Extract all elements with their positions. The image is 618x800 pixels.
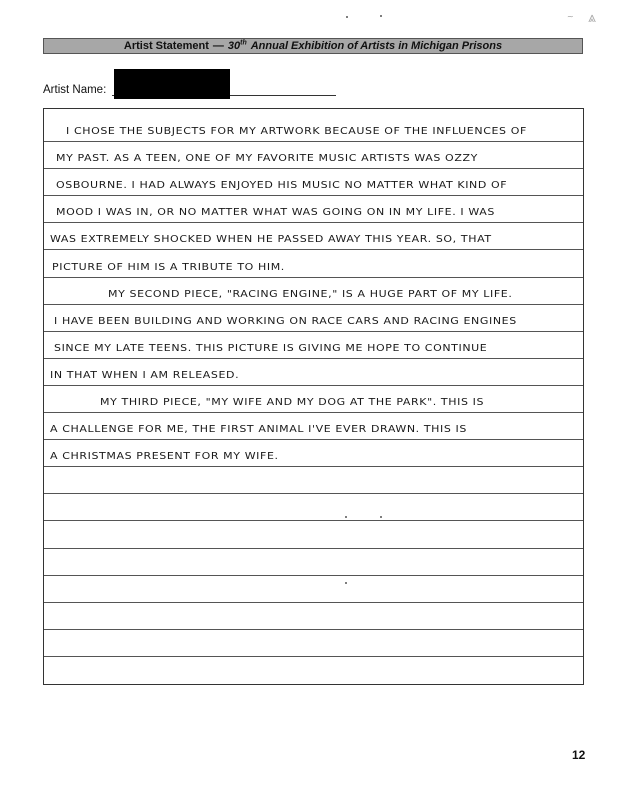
handwritten-line: I CHOSE THE SUBJECTS FOR MY ARTWORK BECAUSE OF THE INFLUENCES OF [66, 125, 527, 137]
header-band [43, 38, 583, 54]
header-title: Artist Statement [123, 40, 209, 52]
ruled-line [44, 331, 583, 332]
ruled-line [44, 466, 583, 467]
handwritten-line: WAS EXTREMELY SHOCKED WHEN HE PASSED AWAY THIS YEAR. SO, THAT [50, 233, 492, 246]
page-number: 12 [572, 748, 586, 762]
handwritten-line: IN THAT WHEN I AM RELEASED. [50, 368, 240, 381]
scan-speck [380, 15, 382, 17]
ruled-line [44, 575, 583, 576]
ruled-line [44, 277, 583, 278]
handwritten-line: MY THIRD PIECE, "MY WIFE AND MY DOG AT THE PARK". THIS IS [100, 396, 485, 408]
scan-speck [345, 582, 347, 584]
header-separator: — [212, 40, 224, 52]
handwritten-line: A CHRISTMAS PRESENT FOR MY WIFE. [50, 450, 279, 463]
ruled-line [44, 548, 583, 549]
exhibition-ordinal: 30th [227, 39, 247, 52]
scan-corner-mark: ⩓ [588, 10, 596, 26]
ruled-line [44, 141, 583, 142]
ruled-line [44, 602, 583, 603]
ruled-line [44, 222, 583, 223]
ruled-line [44, 304, 583, 305]
handwritten-line: MY PAST. AS A TEEN, ONE OF MY FAVORITE MUSIC ARTISTS WAS OZZY [56, 152, 478, 165]
ruled-line [44, 168, 583, 169]
ruled-line [44, 520, 583, 521]
ruled-line [44, 439, 583, 440]
scan-mark: ~ [567, 12, 574, 21]
exhibition-name: Annual Exhibition of Artists in Michigan Prisons [250, 40, 503, 52]
ordinal-suffix: th [240, 39, 247, 47]
ruled-line [44, 195, 583, 196]
scan-speck [345, 516, 347, 518]
ruled-line [44, 358, 583, 359]
statement-lined-box [43, 108, 584, 685]
ruled-line [44, 249, 583, 250]
scan-speck [346, 16, 348, 18]
handwritten-line: OSBOURNE. I HAD ALWAYS ENJOYED HIS MUSIC NO MATTER WHAT KIND OF [56, 179, 508, 192]
ruled-line [44, 493, 583, 494]
handwritten-line: I HAVE BEEN BUILDING AND WORKING ON RACE CARS AND RACING ENGINES [54, 314, 517, 327]
handwritten-line: MOOD I WAS IN, OR NO MATTER WHAT WAS GOING ON IN MY LIFE. I WAS [56, 206, 495, 219]
ruled-line [44, 385, 583, 386]
artist-name-label: Artist Name: [43, 84, 107, 96]
handwritten-line: PICTURE OF HIM IS A TRIBUTE TO HIM. [52, 260, 285, 273]
redaction-block [114, 69, 230, 99]
artist-name-row [43, 78, 336, 96]
ruled-line [44, 656, 583, 657]
handwritten-line: MY SECOND PIECE, "RACING ENGINE," IS A HUGE PART OF MY LIFE. [108, 287, 513, 300]
scan-speck [380, 516, 382, 518]
ruled-line [44, 629, 583, 630]
ruled-line [44, 412, 583, 413]
handwritten-line: SINCE MY LATE TEENS. THIS PICTURE IS GIVING ME HOPE TO CONTINUE [54, 341, 488, 354]
artist-name-field [112, 79, 336, 96]
handwritten-line: A CHALLENGE FOR ME, THE FIRST ANIMAL I'VE EVER DRAWN. THIS IS [50, 423, 467, 436]
